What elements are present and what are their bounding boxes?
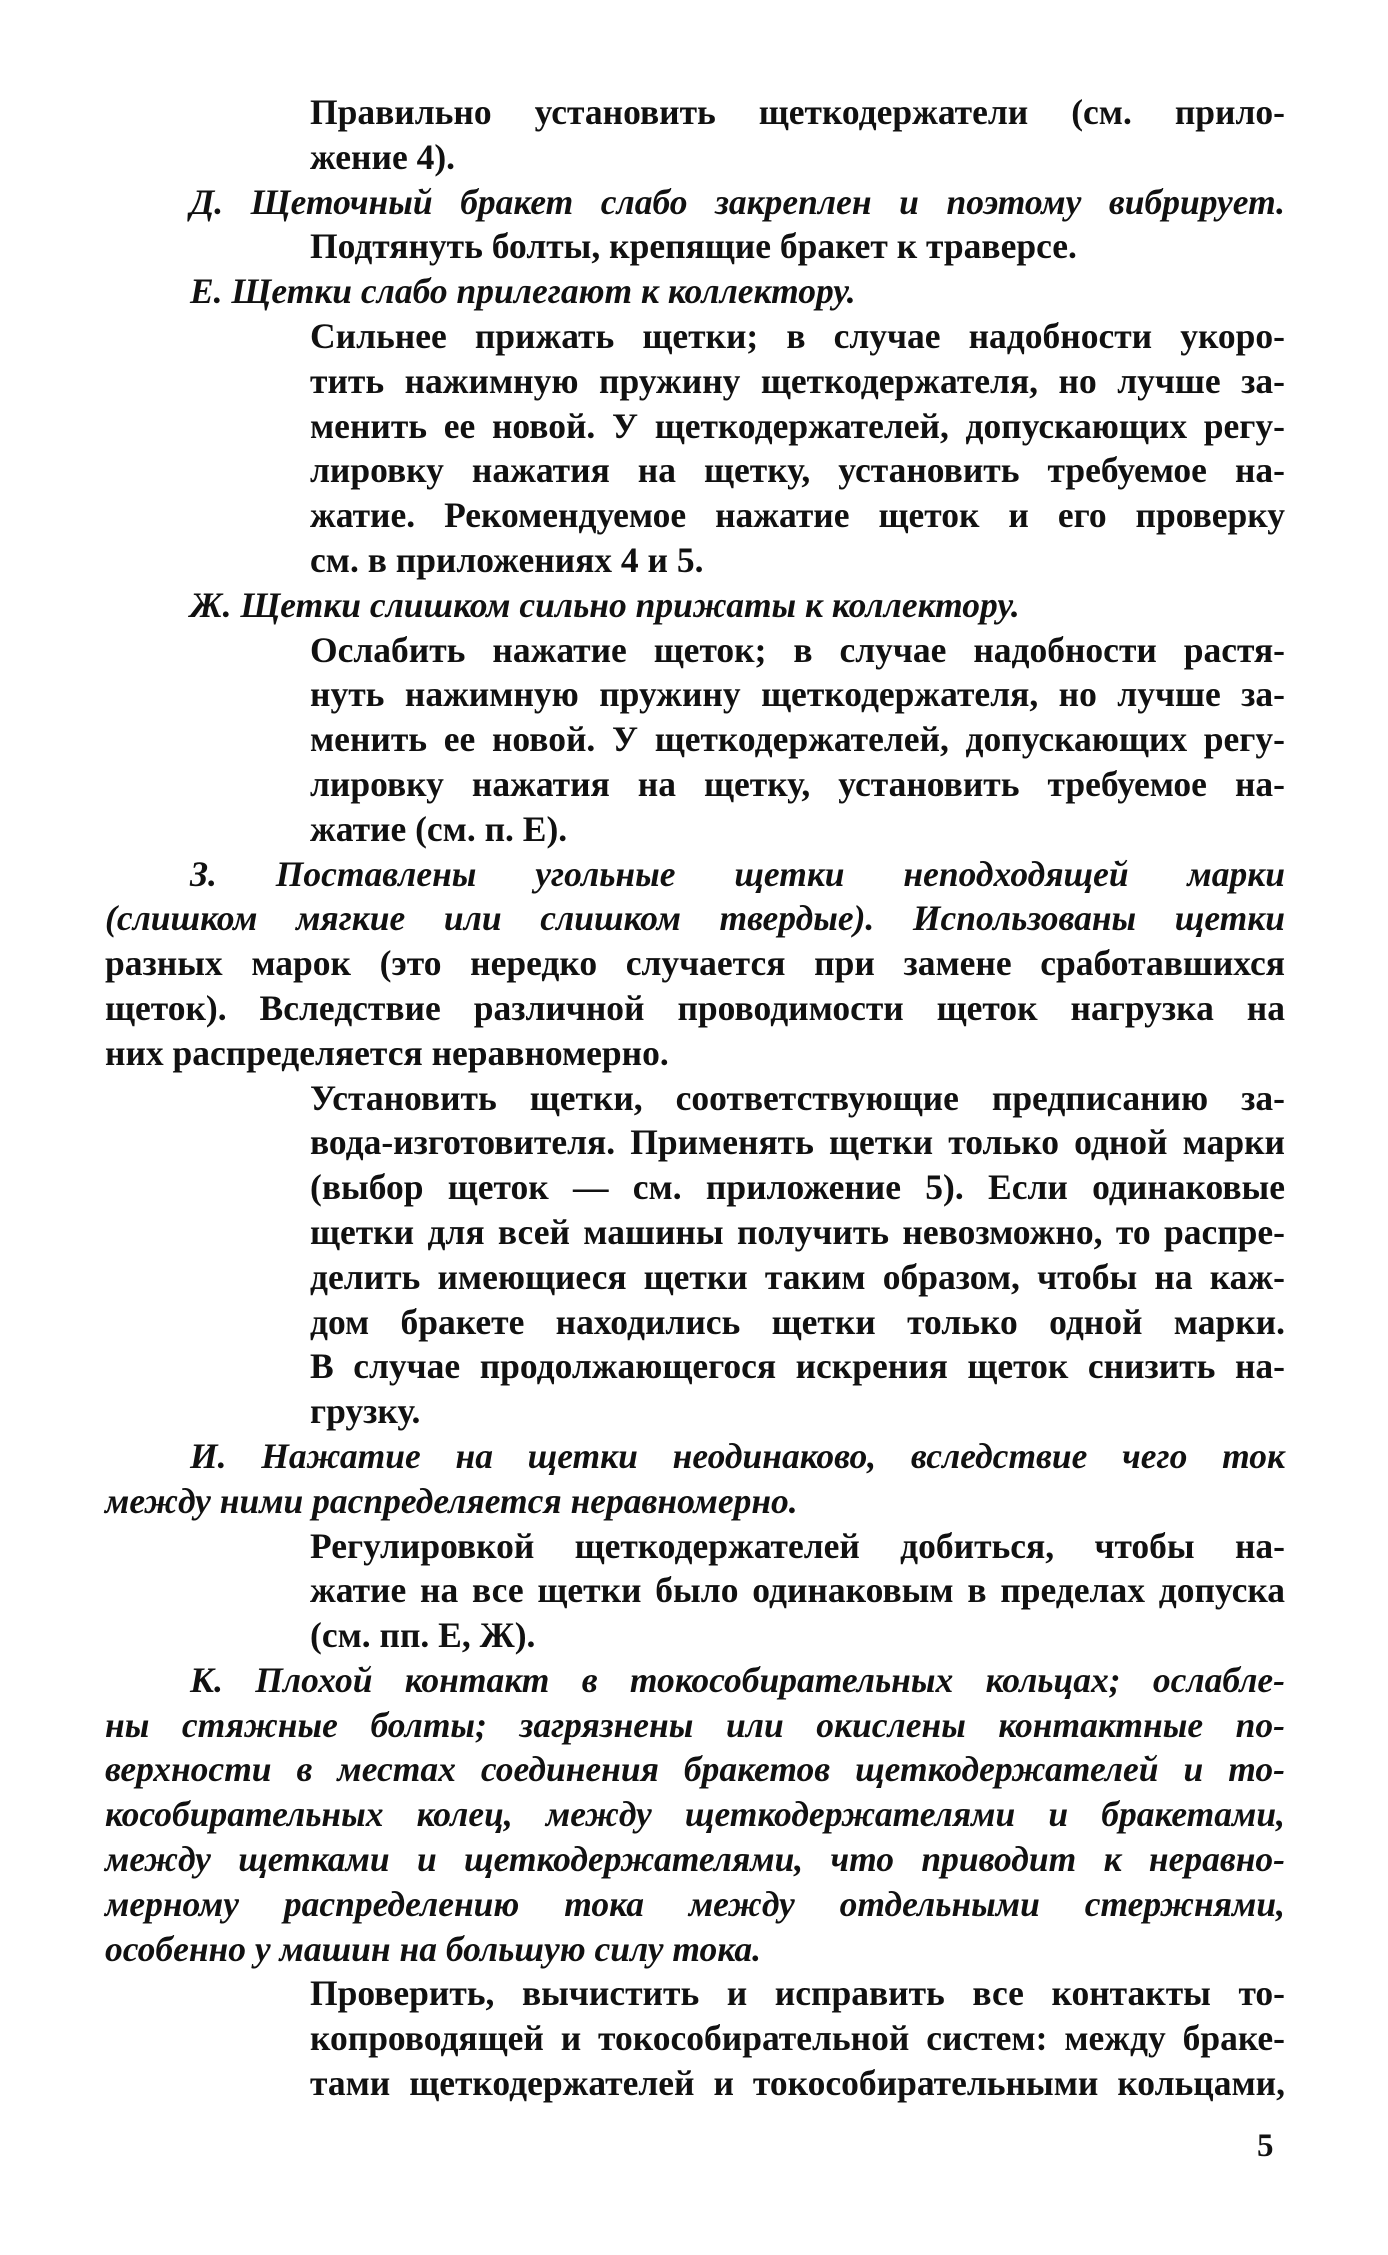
text-line: между щетками и щеткодержателями, что приводит к неравно-: [105, 1839, 1285, 1880]
text-line: (выбор щеток — см. приложение 5). Если одинаковые: [310, 1167, 1285, 1208]
text-line: Регулировкой щеткодержателей добиться, чтобы на-: [310, 1525, 1285, 1566]
text-line: грузку.: [310, 1391, 421, 1432]
page-body: [105, 90, 1285, 2106]
text-line: И. Нажатие на щетки неодинаково, вследствие чего ток: [190, 1435, 1285, 1476]
text-line: копроводящей и токособирательной систем: между браке-: [310, 2018, 1285, 2059]
text-line: между ними распределяется неравномерно.: [105, 1480, 798, 1521]
text-line: менить ее новой. У щеткодержателей, допускающих регу-: [310, 719, 1285, 760]
text-line: вода-изготовителя. Применять щетки только одной марки: [310, 1122, 1285, 1163]
text-line: Д. Щеточный бракет слабо закреплен и поэтому вибрирует.: [190, 181, 1285, 222]
text-line: Ослабить нажатие щеток; в случае надобности растя-: [310, 629, 1285, 670]
text-line: жатие на все щетки было одинаковым в пределах допуска: [310, 1570, 1285, 1611]
text-line: делить имеющиеся щетки таким образом, чтобы на каж-: [310, 1256, 1285, 1297]
text-line: жение 4).: [310, 136, 456, 177]
text-line: ны стяжные болты; загрязнены или окислены контактные по-: [105, 1704, 1285, 1745]
text-line: В случае продолжающегося искрения щеток снизить на-: [310, 1346, 1285, 1387]
text-line: Проверить, вычистить и исправить все контакты то-: [310, 1973, 1285, 2014]
text-line: особенно у машин на большую силу тока.: [105, 1928, 762, 1969]
text-line: Установить щетки, соответствующие предписанию за-: [310, 1077, 1285, 1118]
text-line: (слишком мягкие или слишком твердые). Использованы щетки: [105, 898, 1285, 939]
text-line: менить ее новой. У щеткодержателей, допускающих регу-: [310, 405, 1285, 446]
text-line: разных марок (это нередко случается при замене сработавшихся: [105, 943, 1285, 984]
text-line: Правильно установить щеткодержатели (см. прило-: [310, 92, 1285, 132]
text-line: тами щеткодержателей и токособирательными кольцами,: [310, 2063, 1285, 2104]
text-line: лировку нажатия на щетку, установить требуемое на-: [310, 763, 1285, 804]
text-line: Е. Щетки слабо прилегают к коллектору.: [190, 271, 856, 312]
text-line: верхности в местах соединения бракетов щеткодержателей и то-: [105, 1749, 1285, 1790]
page-number: 5: [1257, 2128, 1274, 2164]
text-line: З. Поставлены угольные щетки неподходящей марки: [190, 853, 1285, 894]
text-line: лировку нажатия на щетку, установить требуемое на-: [310, 450, 1285, 491]
text-line: К. Плохой контакт в токособирательных кольцах; ослабле-: [190, 1659, 1285, 1700]
text-line: щетки для всей машины получить невозможно, то распре-: [310, 1211, 1285, 1252]
text-line: тить нажимную пружину щеткодержателя, но лучше за-: [310, 360, 1285, 401]
text-line: Подтянуть болты, крепящие бракет к траверсе.: [310, 226, 1077, 267]
text-line: (см. пп. Е, Ж).: [310, 1615, 536, 1656]
text-line: дом бракете находились щетки только одной марки.: [310, 1301, 1285, 1342]
text-line: Ж. Щетки слишком сильно прижаты к коллектору.: [190, 584, 1020, 625]
text-line: щеток). Вследствие различной проводимости щеток нагрузка на: [105, 987, 1285, 1028]
text-line: мерному распределению тока между отдельными стержнями,: [105, 1883, 1285, 1924]
text-line: жатие. Рекомендуемое нажатие щеток и его проверку: [310, 495, 1285, 536]
text-line: см. в приложениях 4 и 5.: [310, 539, 704, 580]
text-line: жатие (см. п. Е).: [310, 808, 568, 849]
text-line: кособирательных колец, между щеткодержателями и бракетами,: [105, 1794, 1285, 1835]
text-line: них распределяется неравномерно.: [105, 1032, 669, 1073]
text-line: Сильнее прижать щетки; в случае надобности укоро-: [310, 315, 1285, 356]
text-line: нуть нажимную пружину щеткодержателя, но лучше за-: [310, 674, 1285, 715]
